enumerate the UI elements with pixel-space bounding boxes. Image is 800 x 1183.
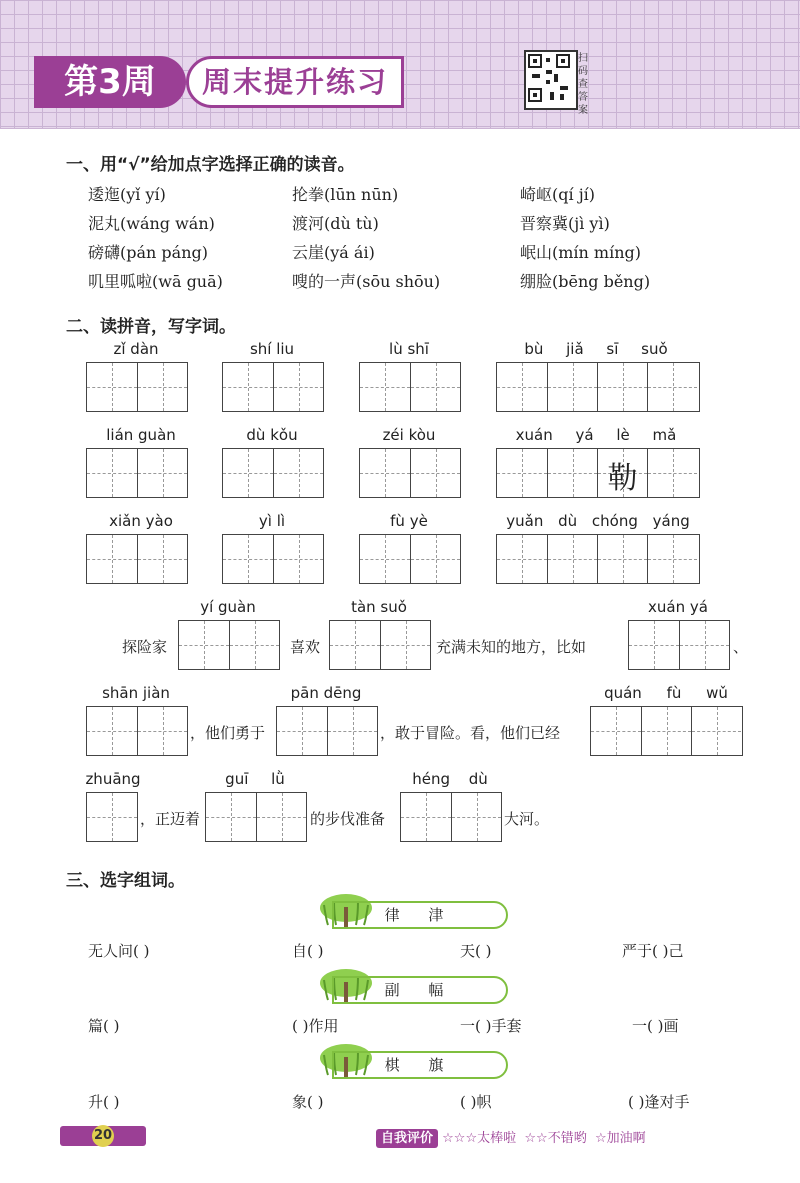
star-icon[interactable]: ☆ (595, 1131, 607, 1146)
char-grid[interactable] (496, 448, 700, 498)
char-grid[interactable] (400, 792, 502, 842)
s1-item: 渡河(dù tù) (292, 214, 379, 233)
eval-rating-1: 太棒啦 (477, 1131, 517, 1146)
s1-item: 晋察冀(jì yì) (520, 214, 610, 233)
fill-blank[interactable]: 天( ) (460, 942, 492, 960)
eval-rating-2: 不错哟 (547, 1131, 587, 1146)
s1-item: 云崖(yá ái) (292, 243, 375, 262)
char-grid[interactable] (359, 534, 461, 584)
header-band (0, 0, 800, 129)
char-grid[interactable] (86, 448, 188, 498)
pinyin-label: zhuāng (85, 770, 141, 788)
pinyin-label: yuǎn dù chóng yáng (506, 512, 690, 530)
s1-item: 抡拳(lūn nūn) (292, 185, 399, 204)
star-icon[interactable]: ☆☆☆ (442, 1131, 478, 1146)
self-evaluation (376, 1127, 646, 1146)
section1-title: 一、用“√”给加点字选择正确的读音。 (66, 155, 355, 175)
fill-blank[interactable]: 无人问( ) (88, 942, 150, 960)
pinyin-label: shí liu (249, 340, 295, 358)
pinyin-label: yí guàn (200, 598, 256, 616)
pinyin-label: shān jiàn (102, 684, 170, 702)
week-badge: 第3周 (34, 56, 186, 108)
passage-text: 大河。 (504, 810, 550, 828)
passage-text: 、 (733, 638, 749, 656)
pinyin-label: xuán yá (648, 598, 708, 616)
fill-blank[interactable]: 自( ) (292, 942, 324, 960)
star-icon[interactable]: ☆☆ (524, 1131, 548, 1146)
char-grid[interactable] (359, 448, 461, 498)
passage-text: ，敢于冒险。看，他们已经 (380, 724, 561, 742)
char-grid[interactable] (496, 362, 700, 412)
s1-item: 泥丸(wáng wán) (88, 214, 215, 233)
char-choice-box: 棋 旗 (332, 1051, 508, 1079)
pinyin-label: héng dù (412, 770, 488, 788)
pinyin-label: xiǎn yào (109, 512, 173, 530)
char-grid[interactable] (222, 534, 324, 584)
char-grid[interactable] (359, 362, 461, 412)
char-grid[interactable] (86, 362, 188, 412)
fill-blank[interactable]: ( )逢对手 (628, 1093, 690, 1111)
char-grid[interactable] (86, 706, 188, 756)
char-grid[interactable] (628, 620, 730, 670)
passage-text: 的步伐准备 (310, 810, 386, 828)
section2-title: 二、读拼音，写字词。 (66, 317, 236, 337)
fill-blank[interactable]: 严于( )己 (622, 942, 684, 960)
s1-item: 崎岖(qí jí) (520, 185, 596, 204)
pinyin-label: dù kǒu (246, 426, 298, 444)
fill-blank[interactable]: ( )帜 (460, 1093, 492, 1111)
char-choice-box: 副 幅 (332, 976, 508, 1004)
fill-blank[interactable]: 升( ) (88, 1093, 120, 1111)
char-grid[interactable] (276, 706, 378, 756)
passage-text: 充满未知的地方，比如 (436, 638, 587, 656)
pinyin-label: xuán yá lè mǎ (515, 426, 677, 444)
pinyin-label: bù jiǎ sī suǒ (524, 340, 668, 358)
char-grid[interactable] (86, 534, 188, 584)
given-character: 勒 (607, 461, 638, 496)
pinyin-label: pān dēng (290, 684, 362, 702)
fill-blank[interactable]: ( )作用 (292, 1017, 339, 1035)
passage-text: 喜欢 (290, 638, 321, 656)
s1-item: 叽里呱啦(wā guā) (88, 272, 223, 291)
pinyin-label: zǐ dàn (113, 340, 159, 358)
pinyin-label: guī lǜ (225, 770, 285, 788)
pinyin-label: tàn suǒ (351, 598, 407, 616)
fill-blank[interactable]: 象( ) (292, 1093, 324, 1111)
pinyin-label: lián guàn (106, 426, 176, 444)
passage-text: 探险家 (122, 638, 168, 656)
char-choice-box: 律 津 (332, 901, 508, 929)
pinyin-label: lù shī (389, 340, 429, 358)
char-grid[interactable] (205, 792, 307, 842)
s1-item: 岷山(mín míng) (520, 243, 642, 262)
pinyin-label: fù yè (390, 512, 428, 530)
eval-rating-3: 加油啊 (606, 1131, 646, 1146)
char-grid[interactable] (178, 620, 280, 670)
char-grid[interactable] (222, 448, 324, 498)
s1-item: 嗖的一声(sōu shōu) (292, 272, 441, 291)
section3-title: 三、选字组词。 (66, 871, 185, 891)
pinyin-label: zéi kòu (382, 426, 436, 444)
char-grid[interactable] (590, 706, 743, 756)
s1-item: 磅礴(pán páng) (88, 243, 208, 262)
fill-blank[interactable]: 篇( ) (88, 1017, 120, 1035)
page-title: 周末提升练习 (186, 56, 404, 108)
s1-item: 逶迤(yǐ yí) (88, 185, 166, 204)
s1-item: 绷脸(bēng běng) (520, 272, 651, 291)
pinyin-label: yì lì (258, 512, 286, 530)
fill-blank[interactable]: 一( )手套 (460, 1017, 522, 1035)
qr-code-icon[interactable] (524, 50, 578, 110)
char-grid[interactable] (222, 362, 324, 412)
passage-text: ，正迈着 (140, 810, 201, 828)
qr-label: 扫码查答案 (578, 53, 588, 116)
char-grid[interactable] (496, 534, 700, 584)
passage-text: ，他们勇于 (190, 724, 266, 742)
pinyin-label: quán fù wǔ (604, 684, 728, 702)
fill-blank[interactable]: 一( )画 (632, 1017, 679, 1035)
char-grid[interactable] (86, 792, 138, 842)
page-number: 20 (92, 1125, 114, 1147)
eval-label: 自我评价 (376, 1129, 438, 1148)
char-grid[interactable] (329, 620, 431, 670)
